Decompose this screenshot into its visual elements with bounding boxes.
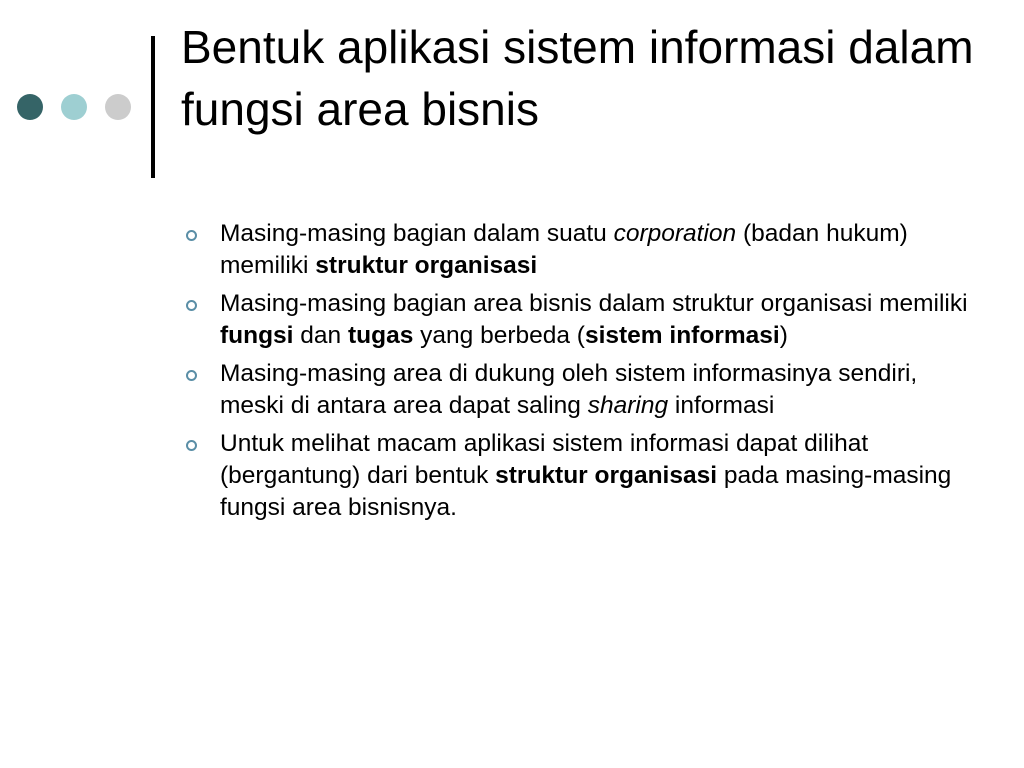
bullet-list: [184, 218, 974, 530]
bullet-text: pada masing-masing fungsi area bisnisnya.: [220, 462, 952, 521]
bullet-text-bold: sistem informasi: [584, 322, 780, 349]
bullet-circle-icon: [186, 230, 197, 241]
decorative-dots: [17, 94, 131, 120]
bullet-text-bold: tugas: [348, 322, 414, 349]
bullet-text-bold: fungsi: [220, 322, 294, 349]
bullet-text: informasi: [668, 392, 775, 419]
title-divider-line: [151, 36, 155, 178]
bullet-item-4: [184, 428, 974, 524]
bullet-circle-icon: [186, 440, 197, 451]
bullet-text: (badan hukum) memiliki: [220, 220, 908, 279]
dark-teal-dot-icon: [17, 94, 43, 120]
slide-title: Bentuk aplikasi sistem informasi dalam fungsi area bisnis: [181, 21, 974, 135]
bullet-circle-icon: [186, 300, 197, 311]
bullet-text: Masing-masing bagian dalam suatu: [220, 220, 614, 247]
bullet-circle-icon: [186, 370, 197, 381]
bullet-text-bold: struktur organisasi: [315, 252, 538, 279]
bullet-text: Masing-masing bagian area bisnis dalam struktur organisasi memiliki: [220, 290, 968, 317]
bullet-text: dan: [293, 322, 348, 349]
bullet-text-italic: corporation: [613, 220, 737, 247]
bullet-item-2: [184, 288, 974, 352]
bullet-text: Untuk melihat macam aplikasi sistem informasi dapat dilihat (bergantung) dari bentuk: [220, 430, 869, 489]
bullet-item-1: [184, 218, 974, 282]
bullet-text-italic: sharing: [587, 392, 669, 419]
bullet-text: Masing-masing area di dukung oleh sistem informasinya sendiri, meski di antara area dapat saling: [220, 360, 918, 419]
bullet-item-3: [184, 358, 974, 422]
light-teal-dot-icon: [61, 94, 87, 120]
gray-dot-icon: [105, 94, 131, 120]
bullet-text-bold: struktur organisasi: [495, 462, 718, 489]
bullet-text: ): [779, 322, 788, 349]
bullet-text: yang berbeda (: [413, 322, 585, 349]
